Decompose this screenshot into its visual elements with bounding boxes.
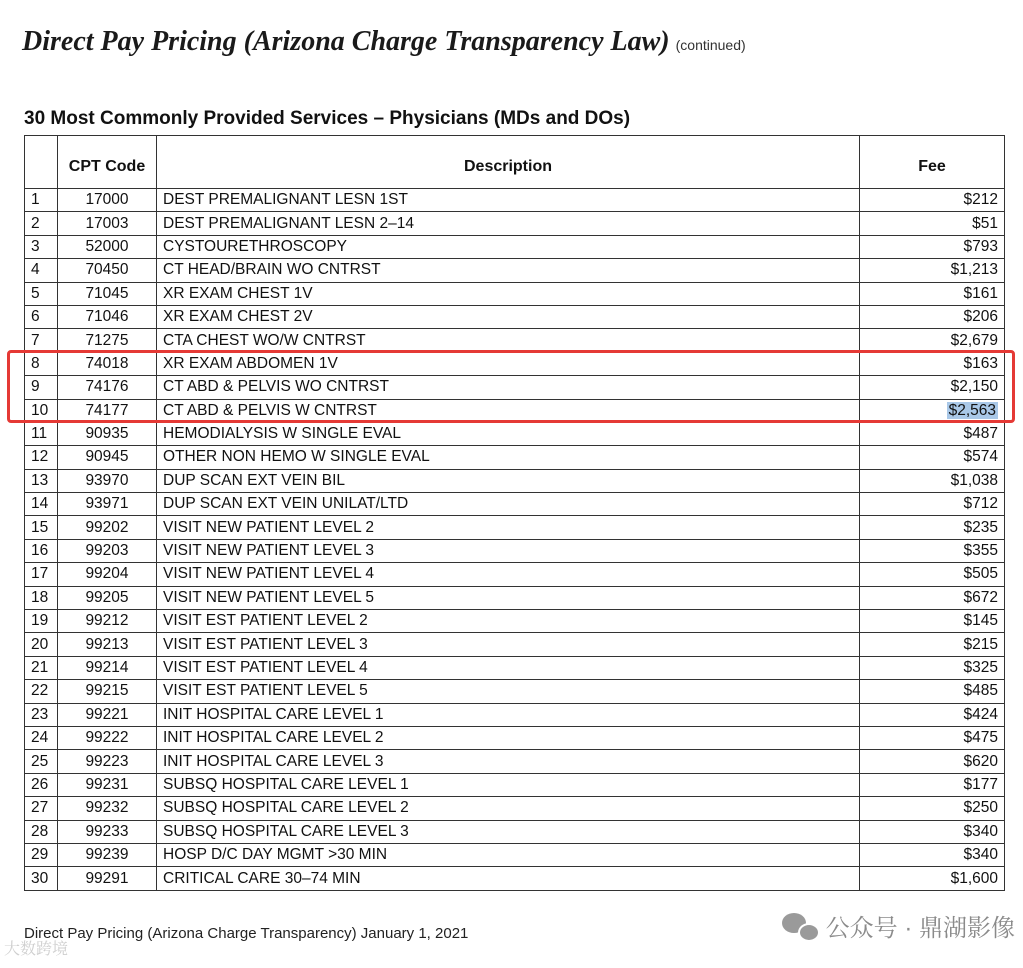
table-row bbox=[25, 773, 1005, 796]
cpt-code-cell: 70450 bbox=[58, 259, 157, 282]
header-fee: Fee bbox=[860, 136, 1005, 189]
fee-cell: $340 bbox=[860, 820, 1005, 843]
cpt-code-cell: 17003 bbox=[58, 212, 157, 235]
pricing-table bbox=[24, 135, 1005, 891]
table-row bbox=[25, 282, 1005, 305]
row-number: 18 bbox=[25, 586, 58, 609]
description-cell: INIT HOSPITAL CARE LEVEL 1 bbox=[157, 703, 860, 726]
description-cell: SUBSQ HOSPITAL CARE LEVEL 2 bbox=[157, 797, 860, 820]
cpt-code-cell: 71046 bbox=[58, 305, 157, 328]
description-cell: VISIT EST PATIENT LEVEL 4 bbox=[157, 656, 860, 679]
table-row bbox=[25, 305, 1005, 328]
row-number: 15 bbox=[25, 516, 58, 539]
description-cell: VISIT NEW PATIENT LEVEL 3 bbox=[157, 539, 860, 562]
cpt-code-cell: 99212 bbox=[58, 610, 157, 633]
table-row bbox=[25, 797, 1005, 820]
description-cell: VISIT EST PATIENT LEVEL 5 bbox=[157, 680, 860, 703]
table-row bbox=[25, 235, 1005, 258]
cpt-code-cell: 99232 bbox=[58, 797, 157, 820]
row-number: 21 bbox=[25, 656, 58, 679]
description-cell: HOSP D/C DAY MGMT >30 MIN bbox=[157, 843, 860, 866]
row-number: 19 bbox=[25, 610, 58, 633]
description-cell: INIT HOSPITAL CARE LEVEL 2 bbox=[157, 726, 860, 749]
description-cell: DUP SCAN EXT VEIN BIL bbox=[157, 469, 860, 492]
fee-cell: $206 bbox=[860, 305, 1005, 328]
row-number: 6 bbox=[25, 305, 58, 328]
description-cell: VISIT NEW PATIENT LEVEL 4 bbox=[157, 563, 860, 586]
description-cell: CT HEAD/BRAIN WO CNTRST bbox=[157, 259, 860, 282]
page-title bbox=[22, 26, 746, 58]
table-row bbox=[25, 539, 1005, 562]
table-row bbox=[25, 750, 1005, 773]
page-title-suffix: (continued) bbox=[675, 37, 746, 53]
cpt-code-cell: 99213 bbox=[58, 633, 157, 656]
fee-cell: $235 bbox=[860, 516, 1005, 539]
fee-cell: $145 bbox=[860, 610, 1005, 633]
section-title: 30 Most Commonly Provided Services – Physicians (MDs and DOs) bbox=[24, 108, 631, 129]
row-number: 16 bbox=[25, 539, 58, 562]
row-number: 20 bbox=[25, 633, 58, 656]
highlighted-fee: $2,563 bbox=[948, 401, 996, 419]
cpt-code-cell: 99203 bbox=[58, 539, 157, 562]
description-cell: VISIT EST PATIENT LEVEL 3 bbox=[157, 633, 860, 656]
row-number: 29 bbox=[25, 843, 58, 866]
fee-cell: $1,600 bbox=[860, 867, 1005, 890]
description-cell: VISIT EST PATIENT LEVEL 2 bbox=[157, 610, 860, 633]
cpt-code-cell: 99204 bbox=[58, 563, 157, 586]
table-row bbox=[25, 352, 1005, 375]
table-row bbox=[25, 656, 1005, 679]
row-number: 13 bbox=[25, 469, 58, 492]
cpt-code-cell: 71045 bbox=[58, 282, 157, 305]
footer-text: Direct Pay Pricing (Arizona Charge Transparency) January 1, 2021 bbox=[24, 925, 469, 942]
cpt-code-cell: 71275 bbox=[58, 329, 157, 352]
table-row bbox=[25, 399, 1005, 422]
description-cell: OTHER NON HEMO W SINGLE EVAL bbox=[157, 446, 860, 469]
table-row bbox=[25, 633, 1005, 656]
fee-cell: $475 bbox=[860, 726, 1005, 749]
cpt-code-cell: 52000 bbox=[58, 235, 157, 258]
cpt-code-cell: 99221 bbox=[58, 703, 157, 726]
table-body bbox=[25, 189, 1005, 891]
description-cell: XR EXAM ABDOMEN 1V bbox=[157, 352, 860, 375]
table-row bbox=[25, 516, 1005, 539]
row-number: 9 bbox=[25, 376, 58, 399]
table-row bbox=[25, 843, 1005, 866]
row-number: 1 bbox=[25, 189, 58, 212]
header-description: Description bbox=[157, 136, 860, 189]
row-number: 14 bbox=[25, 493, 58, 516]
wechat-icon bbox=[782, 911, 818, 941]
description-cell: VISIT NEW PATIENT LEVEL 2 bbox=[157, 516, 860, 539]
row-number: 17 bbox=[25, 563, 58, 586]
row-number: 2 bbox=[25, 212, 58, 235]
cpt-code-cell: 99222 bbox=[58, 726, 157, 749]
header-row-number bbox=[25, 136, 58, 189]
fee-cell: $340 bbox=[860, 843, 1005, 866]
row-number: 24 bbox=[25, 726, 58, 749]
cpt-code-cell: 99231 bbox=[58, 773, 157, 796]
fee-cell: $51 bbox=[860, 212, 1005, 235]
row-number: 5 bbox=[25, 282, 58, 305]
fee-cell: $620 bbox=[860, 750, 1005, 773]
cpt-code-cell: 99239 bbox=[58, 843, 157, 866]
description-cell: DEST PREMALIGNANT LESN 1ST bbox=[157, 189, 860, 212]
header-cpt-code: CPT Code bbox=[58, 136, 157, 189]
cpt-code-cell: 17000 bbox=[58, 189, 157, 212]
fee-cell bbox=[860, 399, 1005, 422]
row-number: 4 bbox=[25, 259, 58, 282]
watermark bbox=[782, 908, 1015, 943]
row-number: 23 bbox=[25, 703, 58, 726]
table-row bbox=[25, 469, 1005, 492]
description-cell: CT ABD & PELVIS W CNTRST bbox=[157, 399, 860, 422]
table-row bbox=[25, 259, 1005, 282]
description-cell: CRITICAL CARE 30–74 MIN bbox=[157, 867, 860, 890]
table-row bbox=[25, 586, 1005, 609]
fee-cell: $215 bbox=[860, 633, 1005, 656]
cpt-code-cell: 99233 bbox=[58, 820, 157, 843]
fee-cell: $574 bbox=[860, 446, 1005, 469]
table-row bbox=[25, 563, 1005, 586]
table-row bbox=[25, 493, 1005, 516]
fee-cell: $793 bbox=[860, 235, 1005, 258]
table-row bbox=[25, 329, 1005, 352]
cpt-code-cell: 93971 bbox=[58, 493, 157, 516]
row-number: 7 bbox=[25, 329, 58, 352]
fee-cell: $672 bbox=[860, 586, 1005, 609]
table-row bbox=[25, 610, 1005, 633]
description-cell: DEST PREMALIGNANT LESN 2–14 bbox=[157, 212, 860, 235]
table-row bbox=[25, 446, 1005, 469]
table-row bbox=[25, 212, 1005, 235]
cpt-code-cell: 99223 bbox=[58, 750, 157, 773]
page-title-text: Direct Pay Pricing (Arizona Charge Transparency Law) bbox=[22, 26, 670, 57]
fee-cell: $212 bbox=[860, 189, 1005, 212]
cpt-code-cell: 99205 bbox=[58, 586, 157, 609]
corner-watermark: 大数跨境 bbox=[4, 941, 69, 958]
cpt-code-cell: 74177 bbox=[58, 399, 157, 422]
row-number: 25 bbox=[25, 750, 58, 773]
row-number: 27 bbox=[25, 797, 58, 820]
fee-cell: $250 bbox=[860, 797, 1005, 820]
fee-cell: $487 bbox=[860, 422, 1005, 445]
table-row bbox=[25, 680, 1005, 703]
row-number: 8 bbox=[25, 352, 58, 375]
cpt-code-cell: 99291 bbox=[58, 867, 157, 890]
cpt-code-cell: 93970 bbox=[58, 469, 157, 492]
row-number: 11 bbox=[25, 422, 58, 445]
description-cell: VISIT NEW PATIENT LEVEL 5 bbox=[157, 586, 860, 609]
cpt-code-cell: 90935 bbox=[58, 422, 157, 445]
cpt-code-cell: 99202 bbox=[58, 516, 157, 539]
fee-cell: $355 bbox=[860, 539, 1005, 562]
cpt-code-cell: 74018 bbox=[58, 352, 157, 375]
fee-cell: $177 bbox=[860, 773, 1005, 796]
description-cell: XR EXAM CHEST 2V bbox=[157, 305, 860, 328]
description-cell: CT ABD & PELVIS WO CNTRST bbox=[157, 376, 860, 399]
description-cell: SUBSQ HOSPITAL CARE LEVEL 3 bbox=[157, 820, 860, 843]
description-cell: CYSTOURETHROSCOPY bbox=[157, 235, 860, 258]
fee-cell: $485 bbox=[860, 680, 1005, 703]
watermark-text: 公众号 · 鼎湖影像 bbox=[825, 915, 1015, 942]
table-row bbox=[25, 189, 1005, 212]
fee-cell: $2,150 bbox=[860, 376, 1005, 399]
table-row bbox=[25, 376, 1005, 399]
description-cell: CTA CHEST WO/W CNTRST bbox=[157, 329, 860, 352]
table-row bbox=[25, 422, 1005, 445]
fee-cell: $505 bbox=[860, 563, 1005, 586]
fee-cell: $2,679 bbox=[860, 329, 1005, 352]
fee-cell: $424 bbox=[860, 703, 1005, 726]
row-number: 28 bbox=[25, 820, 58, 843]
fee-cell: $1,213 bbox=[860, 259, 1005, 282]
fee-cell: $712 bbox=[860, 493, 1005, 516]
fee-cell: $325 bbox=[860, 656, 1005, 679]
cpt-code-cell: 99214 bbox=[58, 656, 157, 679]
table-row bbox=[25, 726, 1005, 749]
cpt-code-cell: 90945 bbox=[58, 446, 157, 469]
description-cell: INIT HOSPITAL CARE LEVEL 3 bbox=[157, 750, 860, 773]
row-number: 3 bbox=[25, 235, 58, 258]
description-cell: SUBSQ HOSPITAL CARE LEVEL 1 bbox=[157, 773, 860, 796]
table-row bbox=[25, 867, 1005, 890]
row-number: 10 bbox=[25, 399, 58, 422]
table-row bbox=[25, 703, 1005, 726]
table-header-row bbox=[25, 136, 1005, 189]
fee-cell: $163 bbox=[860, 352, 1005, 375]
cpt-code-cell: 74176 bbox=[58, 376, 157, 399]
row-number: 12 bbox=[25, 446, 58, 469]
description-cell: XR EXAM CHEST 1V bbox=[157, 282, 860, 305]
description-cell: DUP SCAN EXT VEIN UNILAT/LTD bbox=[157, 493, 860, 516]
row-number: 30 bbox=[25, 867, 58, 890]
table-row bbox=[25, 820, 1005, 843]
row-number: 26 bbox=[25, 773, 58, 796]
row-number: 22 bbox=[25, 680, 58, 703]
cpt-code-cell: 99215 bbox=[58, 680, 157, 703]
fee-cell: $1,038 bbox=[860, 469, 1005, 492]
fee-cell: $161 bbox=[860, 282, 1005, 305]
description-cell: HEMODIALYSIS W SINGLE EVAL bbox=[157, 422, 860, 445]
